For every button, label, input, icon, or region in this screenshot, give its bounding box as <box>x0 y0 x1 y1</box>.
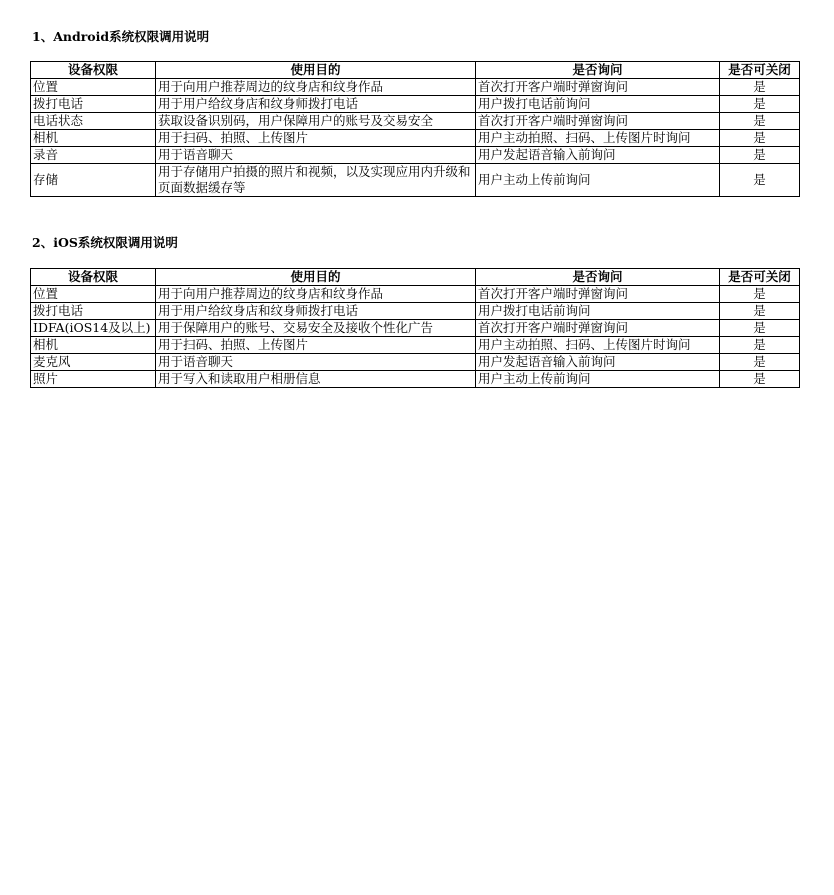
permission-cell: 相机 <box>31 337 156 354</box>
permission-cell: 照片 <box>31 371 156 388</box>
closable-cell: 是 <box>720 303 800 320</box>
android-section-title: 1、Android系统权限调用说明 <box>32 29 210 44</box>
closable-cell: 是 <box>720 354 800 371</box>
closable-cell: 是 <box>720 113 800 130</box>
table-row <box>31 113 800 130</box>
purpose-cell: 用于语音聊天 <box>156 354 476 371</box>
closable-cell: 是 <box>720 79 800 96</box>
header-ask: 是否询问 <box>476 269 720 286</box>
table-row <box>31 147 800 164</box>
table-row <box>31 320 800 337</box>
header-permission: 设备权限 <box>31 62 156 79</box>
table-row <box>31 164 800 197</box>
ask-cell: 用户发起语音输入前询问 <box>476 354 720 371</box>
purpose-cell: 用于扫码、拍照、上传图片 <box>156 130 476 147</box>
ask-cell: 用户主动拍照、扫码、上传图片时询问 <box>476 130 720 147</box>
purpose-cell: 用于写入和读取用户相册信息 <box>156 371 476 388</box>
table-row <box>31 337 800 354</box>
closable-cell: 是 <box>720 371 800 388</box>
permission-cell: 电话状态 <box>31 113 156 130</box>
header-closable: 是否可关闭 <box>720 269 800 286</box>
header-closable: 是否可关闭 <box>720 62 800 79</box>
closable-cell: 是 <box>720 286 800 303</box>
purpose-cell: 用于用户给纹身店和纹身师拨打电话 <box>156 303 476 320</box>
table-row <box>31 130 800 147</box>
android-permission-table <box>30 61 800 197</box>
permission-cell: 位置 <box>31 286 156 303</box>
ask-cell: 用户拨打电话前询问 <box>476 303 720 320</box>
table-row <box>31 79 800 96</box>
purpose-cell: 用于保障用户的账号、交易安全及接收个性化广告 <box>156 320 476 337</box>
closable-cell: 是 <box>720 147 800 164</box>
ask-cell: 用户主动拍照、扫码、上传图片时询问 <box>476 337 720 354</box>
permission-cell: 录音 <box>31 147 156 164</box>
table-row <box>31 303 800 320</box>
closable-cell: 是 <box>720 96 800 113</box>
closable-cell: 是 <box>720 337 800 354</box>
ask-cell: 用户主动上传前询问 <box>476 164 720 197</box>
ask-cell: 用户主动上传前询问 <box>476 371 720 388</box>
permission-cell: 位置 <box>31 79 156 96</box>
purpose-cell: 用于用户给纹身店和纹身师拨打电话 <box>156 96 476 113</box>
ask-cell: 用户拨打电话前询问 <box>476 96 720 113</box>
table-header-row <box>31 62 800 79</box>
ask-cell: 首次打开客户端时弹窗询问 <box>476 79 720 96</box>
purpose-cell: 用于语音聊天 <box>156 147 476 164</box>
ask-cell: 用户发起语音输入前询问 <box>476 147 720 164</box>
header-permission: 设备权限 <box>31 269 156 286</box>
header-purpose: 使用目的 <box>156 269 476 286</box>
purpose-cell: 获取设备识别码，用户保障用户的账号及交易安全 <box>156 113 476 130</box>
purpose-cell: 用于向用户推荐周边的纹身店和纹身作品 <box>156 286 476 303</box>
closable-cell: 是 <box>720 164 800 197</box>
table-row <box>31 354 800 371</box>
permission-cell: 相机 <box>31 130 156 147</box>
closable-cell: 是 <box>720 130 800 147</box>
ask-cell: 首次打开客户端时弹窗询问 <box>476 113 720 130</box>
ios-permission-table <box>30 268 800 388</box>
purpose-cell: 用于向用户推荐周边的纹身店和纹身作品 <box>156 79 476 96</box>
header-ask: 是否询问 <box>476 62 720 79</box>
permission-cell: 存储 <box>31 164 156 197</box>
permission-cell: 拨打电话 <box>31 303 156 320</box>
permission-cell: 麦克风 <box>31 354 156 371</box>
purpose-cell: 用于存储用户拍摄的照片和视频，以及实现应用内升级和页面数据缓存等 <box>156 164 476 197</box>
table-row <box>31 286 800 303</box>
closable-cell: 是 <box>720 320 800 337</box>
purpose-cell: 用于扫码、拍照、上传图片 <box>156 337 476 354</box>
permission-cell: 拨打电话 <box>31 96 156 113</box>
ask-cell: 首次打开客户端时弹窗询问 <box>476 286 720 303</box>
ask-cell: 首次打开客户端时弹窗询问 <box>476 320 720 337</box>
permission-cell: IDFA(iOS14及以上) <box>31 320 156 337</box>
ios-section-title: 2、iOS系统权限调用说明 <box>32 235 178 250</box>
table-header-row <box>31 269 800 286</box>
table-row <box>31 371 800 388</box>
header-purpose: 使用目的 <box>156 62 476 79</box>
table-row <box>31 96 800 113</box>
